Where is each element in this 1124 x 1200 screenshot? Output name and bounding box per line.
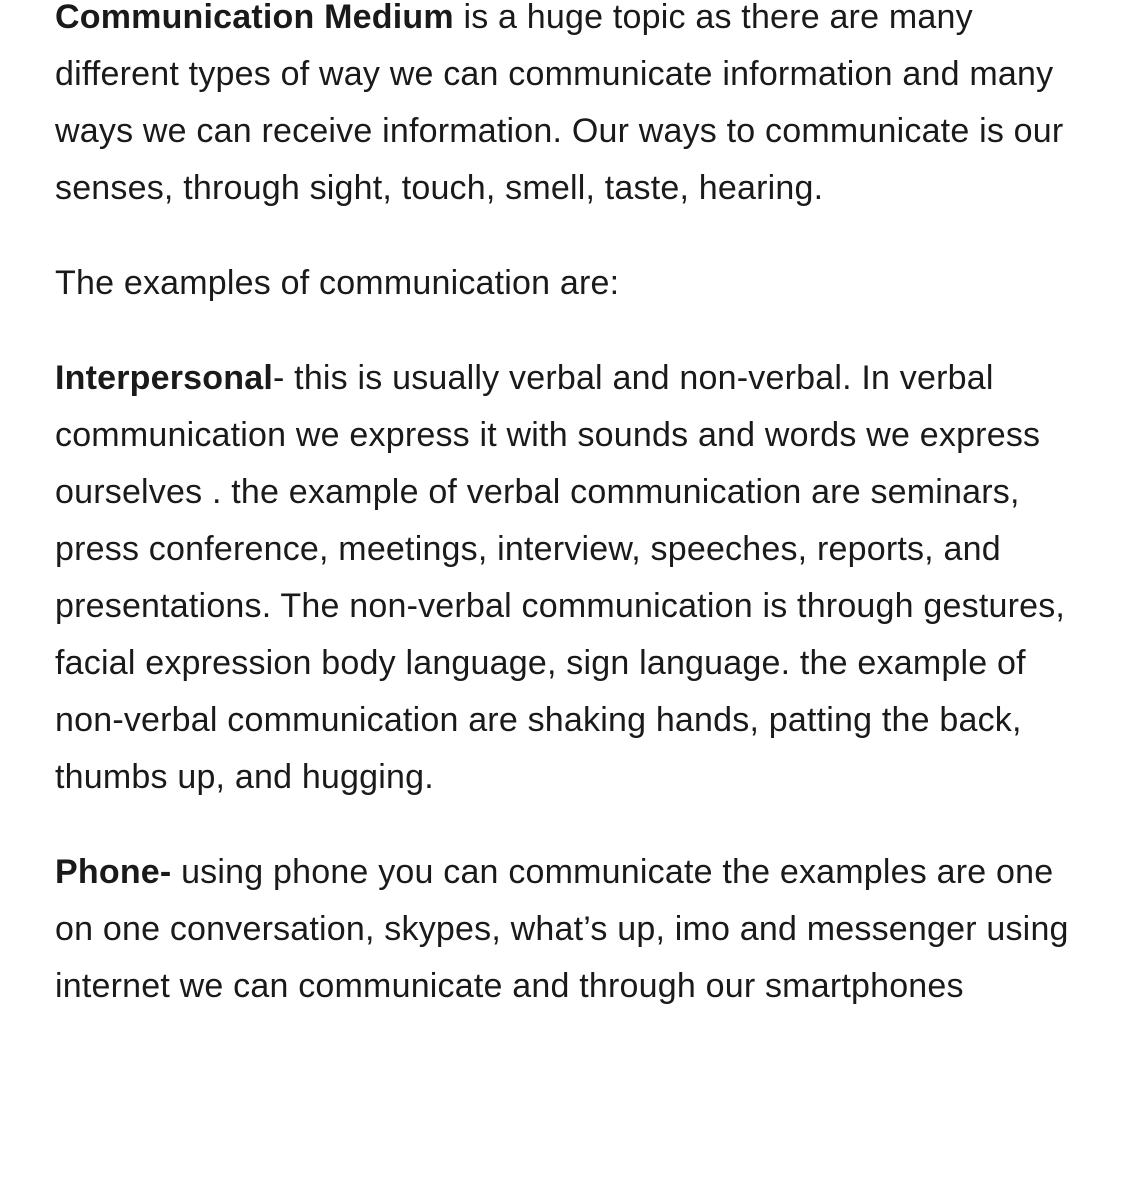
- examples-heading: The examples of communication are:: [55, 264, 620, 302]
- phone-text: using phone you can communicate the examples are one on one conversation, skypes, what’s up, imo and messenger using internet we can communicate and through our smartphones: [55, 853, 1069, 1005]
- intro-text: is a huge topic as there are many different types of way we can communicate information and many ways we can receive information. Our ways to communicate is our senses, through sight, touch, smell, taste, hearing.: [55, 0, 1064, 207]
- intro-paragraph: [55, 0, 1095, 217]
- interpersonal-paragraph: [55, 350, 1095, 806]
- document-body: [55, 0, 1095, 1053]
- interpersonal-text: - this is usually verbal and non-verbal. In verbal communication we express it with sounds and words we express ourselves . the example of verbal communication are seminars, press conference, meetings, interview, speeches, reports, and presentations. The non-verbal communication is through gestures, facial expression body language, sign language. the example of non-verbal communication are shaking hands, patting the back, thumbs up, and hugging.: [55, 359, 1066, 796]
- phone-paragraph: [55, 844, 1095, 1015]
- interpersonal-term: Interpersonal: [55, 359, 273, 397]
- intro-term: Communication Medium: [55, 0, 454, 36]
- phone-term: Phone-: [55, 853, 172, 891]
